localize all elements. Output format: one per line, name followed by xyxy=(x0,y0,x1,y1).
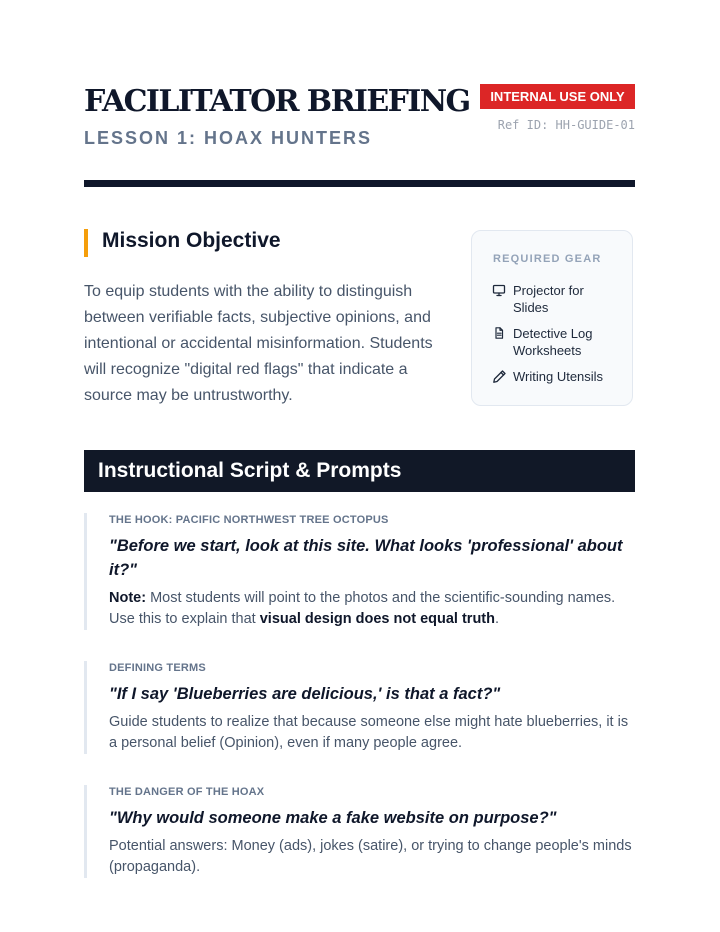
mission-title: Mission Objective xyxy=(102,229,281,252)
prompt-note: Potential answers: Money (ads), jokes (satire), or trying to change people's minds (propaganda). xyxy=(109,838,632,875)
prompt-tag: THE DANGER OF THE HOAX xyxy=(109,786,265,798)
note-label: Note: xyxy=(109,590,147,606)
note-end: . xyxy=(494,611,500,627)
mission-accent-bar xyxy=(84,229,88,257)
script-section-header xyxy=(84,450,635,492)
page-title: FACILITATOR BRIEFING xyxy=(84,84,470,119)
required-gear-card xyxy=(471,230,633,406)
gear-label: Detective Log Worksheets xyxy=(513,326,593,358)
gear-list xyxy=(492,282,622,394)
note-emphasis: visual design does not equal truth xyxy=(259,611,495,627)
prompt-quote: "Before we start, look at this site. What looks 'professional' about it?" xyxy=(109,537,623,579)
prompt-defining-terms xyxy=(84,661,635,754)
prompt-quote: "Why would someone make a fake website on purpose?" xyxy=(109,809,557,827)
lesson-subtitle: LESSON 1: HOAX HUNTERS xyxy=(84,128,373,148)
prompt-note xyxy=(109,588,635,630)
prompt-note: Guide students to realize that because someone else might hate blueberries, it is a personal belief (Opinion), even if many people agree. xyxy=(109,714,629,751)
prompt-tag: THE HOOK: PACIFIC NORTHWEST TREE OCTOPUS xyxy=(109,514,389,526)
script-section-title: Instructional Script & Prompts xyxy=(98,459,402,482)
gear-item-utensils xyxy=(492,368,622,385)
prompt-tag: DEFINING TERMS xyxy=(109,662,206,674)
monitor-icon xyxy=(492,283,508,297)
reference-id: Ref ID: HH-GUIDE-01 xyxy=(497,118,635,132)
internal-use-badge: INTERNAL USE ONLY xyxy=(480,84,635,109)
gear-item-worksheets xyxy=(492,325,622,359)
note-text: Most students will point to the photos and the scientific-sounding names. Use this to explain that xyxy=(109,590,616,627)
header-divider xyxy=(84,180,635,187)
mission-body: To equip students with the ability to distinguish between verifiable facts, subjective opinions, and intentional or accidental misinformation. Students will recognize "digital red flags" that indicate a source may be untrustworthy. xyxy=(84,283,433,404)
document-icon xyxy=(492,326,508,340)
pencil-icon xyxy=(492,369,508,384)
gear-label: Writing Utensils xyxy=(513,369,604,384)
gear-item-projector xyxy=(492,282,622,316)
gear-heading: REQUIRED GEAR xyxy=(493,253,602,265)
gear-label: Projector for Slides xyxy=(513,283,584,315)
prompt-quote: "If I say 'Blueberries are delicious,' is that a fact?" xyxy=(109,685,501,703)
prompt-hook xyxy=(84,513,635,630)
prompt-hoax-danger xyxy=(84,785,635,878)
